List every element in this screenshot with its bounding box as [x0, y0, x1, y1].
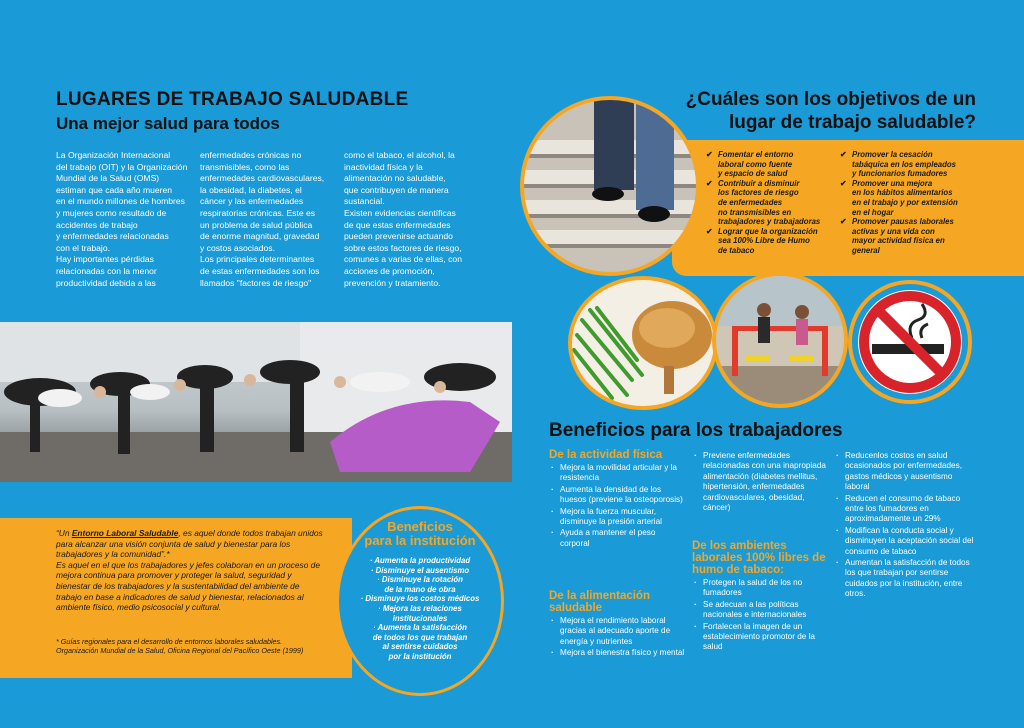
- page-subtitle: Una mejor salud para todos: [56, 114, 280, 133]
- list-item: · Previene enfermedades relacionadas con una inapropiada alimentación (diabetes mellitus, hipertensión, enfermedades cardiovasculares, obesidad, cáncer): [692, 451, 830, 513]
- objective-item: ✔ Fomentar el entorno laboral como fuente y espacio de salud: [706, 150, 794, 179]
- group-exercise-illustration: [0, 322, 512, 482]
- objective-item: ✔ Contribuir a disminuir los factores de riesgo de enfermedades no transmisibles en trabajadores y trabajadoras: [706, 178, 821, 227]
- intro-column-3: como el tabaco, el alcohol, la inactividad física y la alimentación no saludable, que contribuyen de manera sustancial. Existen evidencias científicas de que estas enfermedades pueden prevenirse actuando sobre estos factores de riesgo, comunes a varias de ellas, con acciones de promoción, prevención y tratamiento.: [344, 150, 462, 288]
- page-title: LUGARES DE TRABAJO SALUDABLE: [56, 89, 409, 110]
- list-item: · Mejora la fuerza muscular, disminuye la presión arterial: [549, 507, 687, 528]
- list-item: · Mejora el rendimiento laboral gracias al adecuado aporte de energía y nutrientes: [549, 616, 687, 647]
- check-icon: ✔: [706, 150, 713, 159]
- check-icon: ✔: [840, 217, 847, 227]
- outdoor-exercise-illustration: [716, 276, 844, 404]
- quote-paragraph: Es aquel en el que los trabajadores y jefes colaboran en un proceso de mejora continua para promover y proteger la salud, seguridad y bienestar de los trabajadores y la sustentabilidad del ambiente de trabajo en base a indicadores de salud y bienestar, relacionados al ambiente físico, medio psicosocial y cultural.: [56, 559, 320, 613]
- quote-text: “Un Entorno Laboral Saludable, es aquel donde todos trabajan unidos para alcanzar una visión conjunta de salud y bienestar para los trabajadores y la comunidad”.* Es aquel en el que los trabajadores y jefes colaboran en un proceso de mejora continua para promover y proteger la salud, seguridad y bienestar de los trabajadores y la sustentabilidad del ambiente de trabajo en base a indicadores de salud y bienestar, relacionados al ambiente físico, medio psicosocial y cultural.: [56, 528, 323, 613]
- list-item: · Fortalecen la imagen de un establecimiento promotor de la salud: [692, 622, 832, 653]
- smoke-free-section: [692, 540, 832, 654]
- source-note: * Guías regionales para el desarrollo de entornos laborales saludables. Organización Mundial de la Salud, Oficina Regional del Pacífico Oeste (1999): [56, 637, 304, 656]
- physical-activity-section: [549, 449, 687, 550]
- list-item: · Protegen la salud de los no fumadores: [692, 578, 832, 599]
- prevention-section: [692, 451, 830, 514]
- list-item: · Mejora la movilidad articular y la resistencia: [549, 463, 687, 484]
- intro-column-2: enfermedades crónicas no transmisibles, como las enfermedades cardiovasculares, la obesidad, la diabetes, el cáncer y las enfermedades respiratorias crónicas. Este es un problema de salud pública de enorme magnitud, gravedad y costos asociados. Los principales determinantes de estas enfermedades son los llamados "factores de riesgo": [200, 150, 325, 288]
- list-item: · Ayuda a mantener el peso corporal: [549, 528, 687, 549]
- no-smoking-photo: [848, 280, 972, 404]
- objective-item: ✔ Promover pausas laborales activas y una vida con mayor actividad física en general: [840, 217, 954, 255]
- healthy-food-section: [549, 590, 687, 660]
- institution-benefits-title: Beneficios para la institución: [364, 519, 476, 548]
- costs-section: [834, 451, 974, 601]
- physical-activity-heading: De la actividad física: [549, 449, 663, 461]
- list-item: · Se adecuan a las políticas nacionales e internacionales: [692, 600, 832, 621]
- objective-item: ✔ Lograr que la organización sea 100% Libre de Humo de tabaco: [706, 226, 818, 255]
- list-item: · Reducen el consumo de tabaco entre los fumadores en aproximadamente un 29%: [834, 494, 974, 525]
- objectives-right-list: [840, 150, 980, 256]
- outdoor-exercise-photo: [712, 272, 848, 408]
- check-icon: ✔: [706, 226, 713, 236]
- list-item: · Reducenlos costos en salud ocasionados por enfermedades, gastos médicos y ausentismo laboral: [834, 451, 974, 493]
- list-item: · Mejora el bienestra físico y mental: [549, 648, 687, 658]
- smoke-free-heading: De los ambientes laborales 100% libres de humo de tabaco:: [692, 540, 826, 576]
- group-exercise-photo: [0, 322, 512, 482]
- workers-benefits-title: Beneficios para los trabajadores: [549, 420, 843, 441]
- quote-term: Entorno Laboral Saludable: [71, 528, 179, 538]
- list-item: · Aumenta la densidad de los huesos (previene la osteoporosis): [549, 485, 687, 506]
- check-icon: ✔: [840, 178, 847, 188]
- objectives-left-list: [706, 150, 836, 256]
- institution-benefits-list: · Aumenta la productividad · Disminuye el ausentismo · Disminuye la rotación de la mano de obra · Disminuye los costos médicos · Mejora las relaciones institucionales · Aumenta la satisfacción de todos los que trabajan al sentirse cuidados por la institución: [360, 556, 480, 661]
- food-plate-illustration: [572, 280, 714, 406]
- list-item: · Aumentan la satisfacción de todos los que trabajan por sentirse cuidados por la institución, entre otros.: [834, 558, 974, 600]
- healthy-food-photo: [568, 276, 718, 410]
- intro-column-1: La Organización Internacional del trabajo (OIT) y la Organización Mundial de la Salud (OMS) estiman que cada año mueren en el mundo millones de hombres y mujeres como resultado de accidentes de trabajo y enfermedades relacionadas con el trabajo. Hay importantes pérdidas relacionadas con la menor productividad debida a las: [56, 150, 188, 288]
- healthy-food-heading: De la alimentación saludable: [549, 590, 650, 614]
- list-item: · Modifican la conducta social y disminuyen la aceptación social del consumo de tabaco: [834, 526, 974, 557]
- objective-item: ✔ Promover la cesación tabáquica en los empleados y funcionarios fumadores: [840, 150, 956, 179]
- objectives-title: ¿Cuáles son los objetivos de un lugar de trabajo saludable?: [685, 89, 976, 133]
- check-icon: ✔: [840, 150, 847, 159]
- objective-item: ✔ Promover una mejora en los hábitos alimentarios en el trabajo y por extensión en el hogar: [840, 178, 958, 217]
- no-smoking-icon: [852, 284, 968, 400]
- check-icon: ✔: [706, 178, 713, 188]
